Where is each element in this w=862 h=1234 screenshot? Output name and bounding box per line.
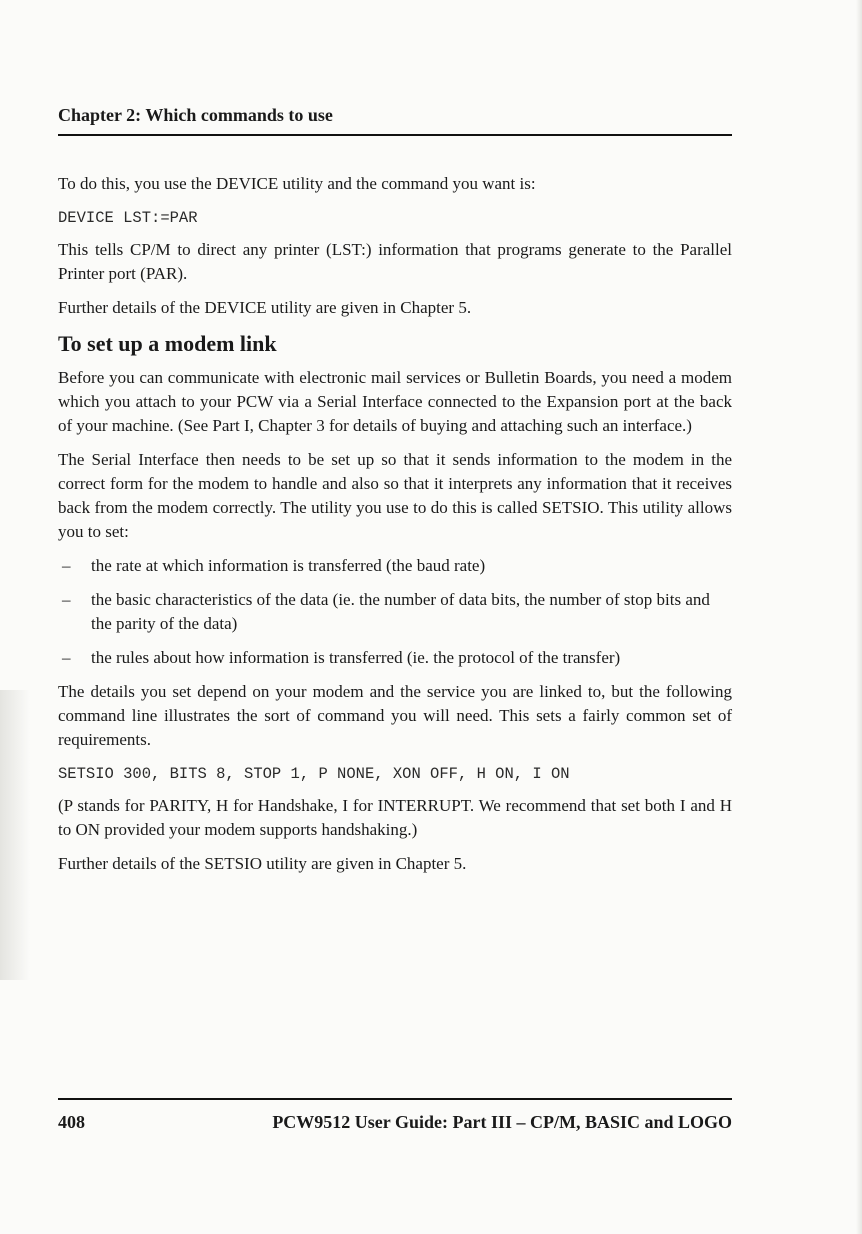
setsio-command: SETSIO 300, BITS 8, STOP 1, P NONE, XON OFF, H ON, I ON (58, 765, 570, 783)
setsio-options-list (58, 554, 732, 670)
intro-paragraph: To do this, you use the DEVICE utility and the command you want is: (58, 174, 536, 193)
chapter-title: Chapter 2: Which commands to use (58, 105, 333, 125)
setsio-further-details: Further details of the SETSIO utility are given in Chapter 5. (58, 854, 467, 873)
dash-bullet: – (62, 556, 71, 575)
running-footer (58, 1098, 732, 1133)
page-body (58, 172, 732, 886)
device-further-details: Further details of the DEVICE utility are given in Chapter 5. (58, 298, 472, 317)
device-command: DEVICE LST:=PAR (58, 209, 198, 227)
book-title: PCW9512 User Guide: Part III – CP/M, BASIC and LOGO (272, 1112, 732, 1132)
serial-interface-paragraph: The Serial Interface then needs to be set up so that it sends information to the modem in the correct form for the modem to handle and also so that it interprets any information that it receives back from the modem correctly. The utility you use to do this is called SETSIO. This utility allows you to set: (58, 450, 732, 541)
list-item (58, 554, 732, 578)
device-explanation: This tells CP/M to direct any printer (LST:) information that programs generate to the Parallel Printer port (PAR). (58, 240, 732, 283)
footer-rule (58, 1098, 732, 1100)
scan-shadow (0, 690, 30, 980)
page-number: 408 (58, 1112, 85, 1132)
dash-bullet: – (62, 590, 71, 609)
list-item-text: the basic characteristics of the data (ie. the number of data bits, the number of stop bits and the parity of the data) (91, 590, 710, 633)
section-heading: To set up a modem link (58, 331, 277, 356)
header-rule (58, 134, 732, 136)
list-item (58, 646, 732, 670)
list-item-text: the rate at which information is transferred (the baud rate) (91, 556, 486, 575)
running-header (58, 105, 732, 136)
parameter-note: (P stands for PARITY, H for Handshake, I for INTERRUPT. We recommend that set both I and H to ON provided your modem supports handshaking.) (58, 796, 732, 839)
list-item-text: the rules about how information is transferred (ie. the protocol of the transfer) (91, 648, 621, 667)
page-edge-shadow (856, 0, 862, 1234)
dash-bullet: – (62, 648, 71, 667)
list-item (58, 588, 732, 636)
details-paragraph: The details you set depend on your modem and the service you are linked to, but the following command line illustrates the sort of command you will need. This sets a fairly common set of requirements. (58, 682, 732, 749)
modem-paragraph: Before you can communicate with electronic mail services or Bulletin Boards, you need a modem which you attach to your PCW via a Serial Interface connected to the Expansion port at the back of your machine. (See Part I, Chapter 3 for details of buying and attaching such an interface.) (58, 368, 732, 435)
